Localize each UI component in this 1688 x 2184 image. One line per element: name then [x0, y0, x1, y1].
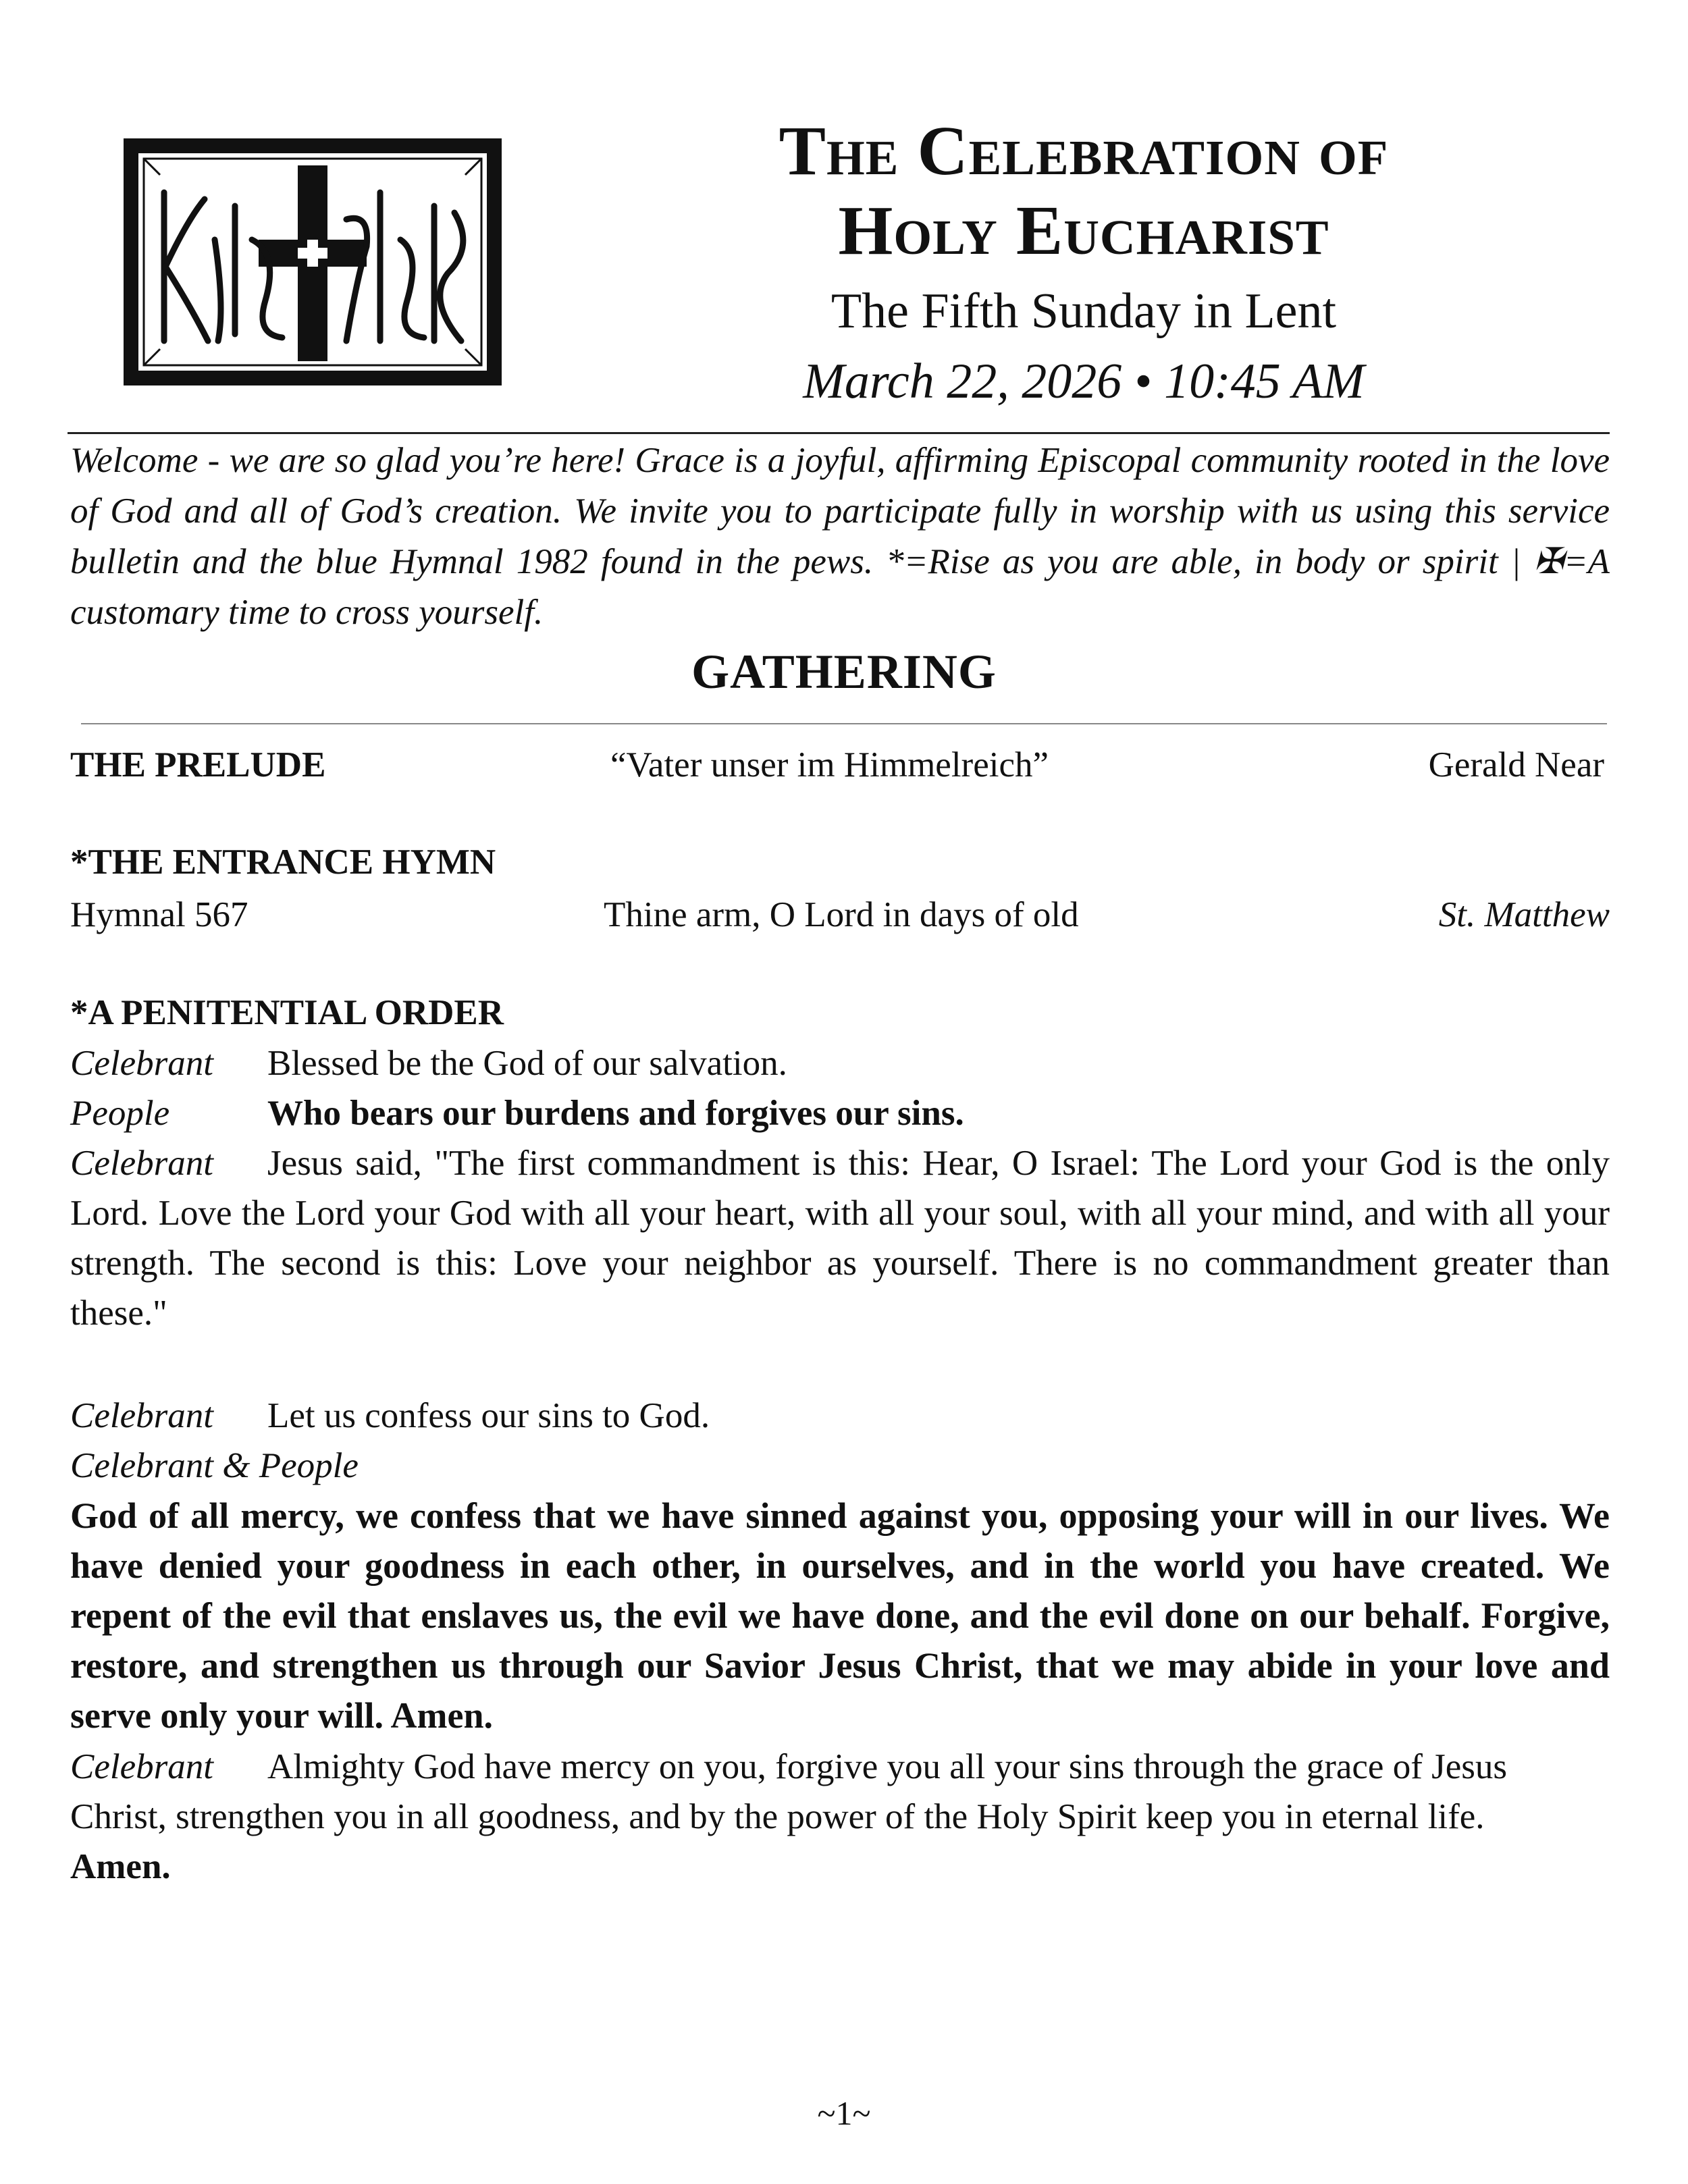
role-people: People — [70, 1094, 170, 1133]
confession-paragraph: God of all mercy, we confess that we have sinned against you, opposing your will in our lives. We have denied your goodness in each other, in ourselves, and in the world you have created. We repent of the evil that enslaves us, the evil we have done, and the evil done on our behalf. Forgive, restore, and strengthen us through our Savior Jesus Christ, that we may abide in your love and serve only your will. Amen. — [70, 1495, 1610, 1736]
commandment-text: Jesus said, "The first commandment is this: Hear, O Israel: The Lord your God is the only Lord. Love the Lord your God with all your heart, with all your soul, with all your mind, and with all your strength. The second is this: Love your neighbor as yourself. There is no commandment greater than these." — [70, 1144, 1610, 1333]
entrance-hymn-title: Thine arm, O Lord in days of old — [604, 895, 1079, 934]
kyrie-cross-icon — [124, 138, 502, 385]
penitential-order-heading: *A PENITENTIAL ORDER — [70, 993, 504, 1032]
entrance-hymn-heading: *THE ENTRANCE HYMN — [70, 843, 496, 882]
role-celebrant: Celebrant — [70, 1144, 213, 1183]
role-celebrant: Celebrant — [70, 1396, 213, 1435]
role-celebrant: Celebrant — [70, 1044, 213, 1083]
dialog-line-4 — [70, 1391, 1610, 1441]
dialog-line-2 — [70, 1088, 1610, 1138]
prelude-row — [70, 741, 1610, 789]
entrance-hymn-row — [70, 891, 1610, 938]
page-number: ~1~ — [817, 2094, 871, 2132]
kyrie-eleison-logo — [124, 138, 502, 385]
header-divider — [68, 432, 1610, 434]
title-line-1: The Celebration of — [779, 112, 1389, 190]
title-line-2: Holy Eucharist — [838, 192, 1329, 269]
dialog-text: Blessed be the God of our salvation. — [267, 1044, 787, 1083]
welcome-paragraph: Welcome - we are so glad you’re here! Grace is a joyful, affirming Episcopal community rooted in the love of God and all of God’s creation. We invite you to participate fully in worship with us using this service bulletin and the blue Hymnal 1982 found in the pews. *=Rise as you are able, in body or spirit | ✠=A customary time to cross yourself. — [70, 441, 1610, 632]
role-celebrant-and-people: Celebrant & People — [70, 1446, 359, 1485]
section-heading-gathering: GATHERING — [691, 645, 997, 699]
prelude-title: “Vater unser im Himmelreich” — [610, 745, 1049, 784]
role-celebrant: Celebrant — [70, 1747, 213, 1786]
title-block — [594, 111, 1573, 418]
commandment-paragraph — [70, 1138, 1610, 1338]
section-divider — [81, 723, 1607, 724]
dialog-text-people: Who bears our burdens and forgives our sins. — [267, 1094, 964, 1133]
dialog-text: Let us confess our sins to God. — [267, 1396, 710, 1435]
service-subtitle: The Fifth Sunday in Lent — [830, 284, 1337, 339]
prelude-label: THE PRELUDE — [70, 745, 326, 784]
absolution-line-1 — [70, 1742, 1610, 1792]
entrance-hymnal-number: Hymnal 567 — [70, 895, 248, 934]
service-date-time: March 22, 2026 • 10:45 AM — [803, 354, 1365, 409]
dialog-line-1 — [70, 1038, 1610, 1088]
absolution-line-2: Christ, strengthen you in all goodness, and by the power of the Holy Spirit keep you in eternal life. — [70, 1797, 1485, 1836]
entrance-hymn-tune: St. Matthew — [1438, 895, 1610, 934]
dialog-line-5 — [70, 1441, 1610, 1491]
prelude-composer: Gerald Near — [1428, 745, 1604, 784]
absolution-text-a: Almighty God have mercy on you, forgive you all your sins through the grace of Jesus — [267, 1747, 1508, 1786]
amen-response: Amen. — [70, 1847, 171, 1886]
